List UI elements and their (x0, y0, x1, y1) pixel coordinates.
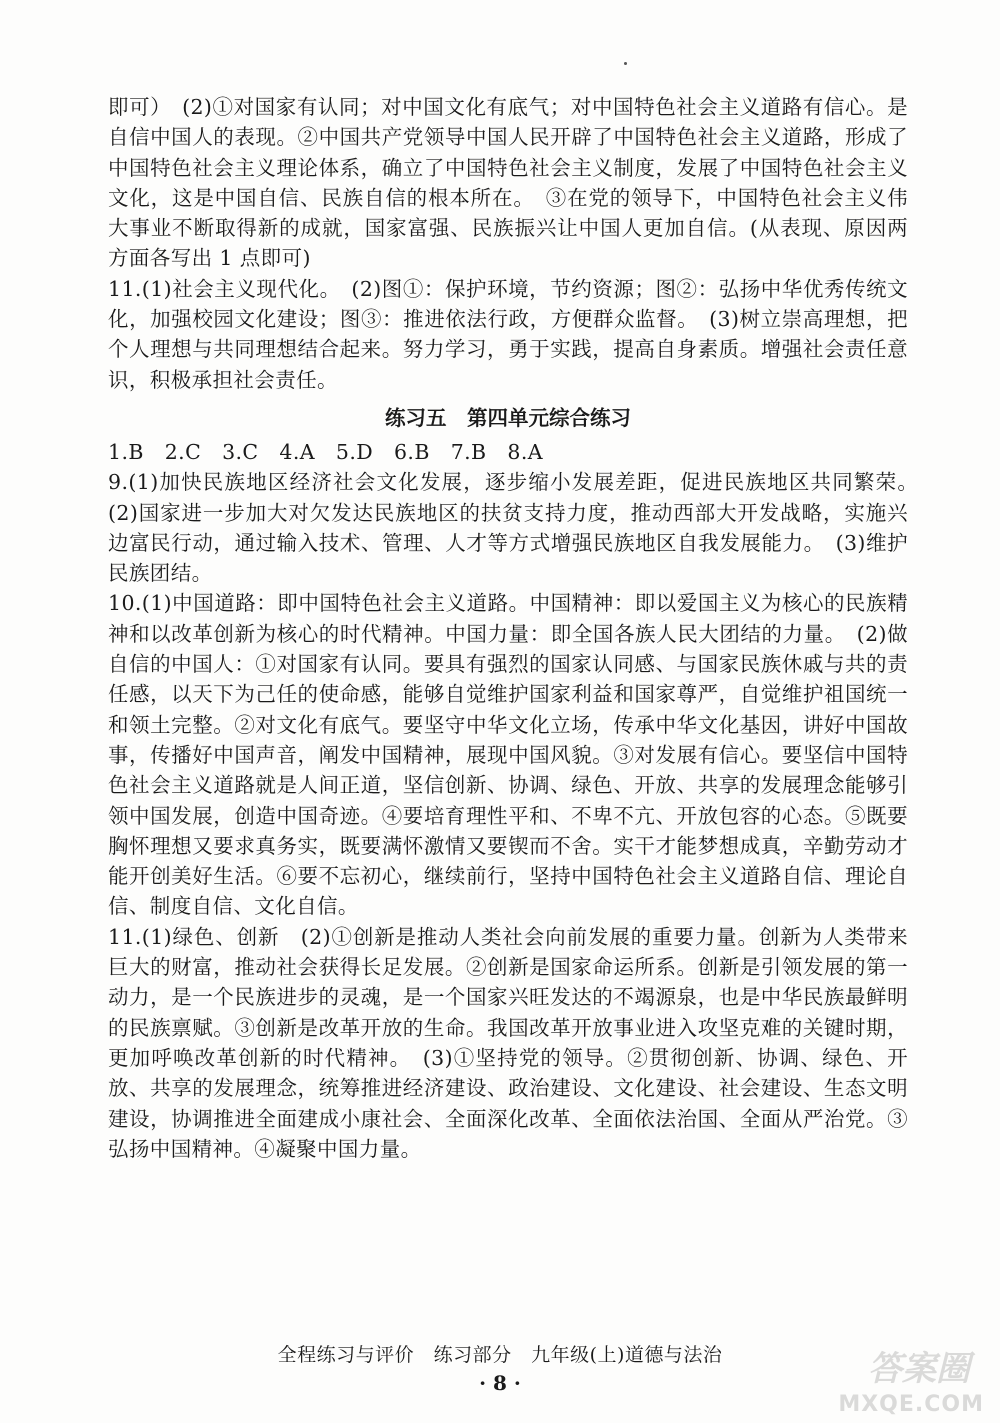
page-number: · 8 · (479, 1371, 521, 1395)
answer-paragraph-10: 10.(1)中国道路：即中国特色社会主义道路。中国精神：即以爱国主义为核心的民族精神和以改革创新为核心的时代精神。中国力量：即全国各族人民大团结的力量。 (2)做自信的中国人：①对国家有认同。要具有强烈的国家认同感、与国家民族休戚与共的责任感，以天下为己任的使命感，能够自觉维护国家利益和国家尊严，自觉维护祖国统一和领土完整。②对文化有底气。要坚守中华文化立场，传承中华文化基因，讲好中国故事，传播好中国声音，阐发中国精神，展现中国风貌。③对发展有信心。要坚信中国特色社会主义道路就是人间正道，坚信创新、协调、绿色、开放、共享的发展理念能够引领中国发展，创造中国奇迹。④要培育理性平和、不卑不亢、开放包容的心态。⑤既要胸怀理想又要求真务实，既要满怀激情又要锲而不舍。实干才能梦想成真，辛勤劳动才能开创美好生活。⑥要不忘初心，继续前行，坚持中国特色社会主义道路自信、理论自信、制度自信、文化自信。 (108, 591, 908, 919)
watermark-logo (840, 1337, 990, 1417)
watermark-logo-text: 答案圈 (868, 1349, 970, 1389)
scan-speck (624, 62, 627, 65)
answer-paragraph-11: 11.(1)社会主义现代化。 (2)图①：保护环境，节约资源；图②：弘扬中华优秀传统文化，加强校园文化建设；图③：推进依法行政，方便群众监督。 (3)树立崇高理想，把个人理想与共同理想结合起来。努力学习，勇于实践，提高自身素质。增强社会责任意识，积极承担社会责任。 (108, 276, 908, 392)
multiple-choice-answers: 1.B 2.C 3.C 4.A 5.D 6.B 7.B 8.A (108, 439, 543, 464)
answer-content (108, 92, 929, 1164)
answer-paragraph-9: 9.(1)加快民族地区经济社会文化发展，逐步缩小发展差距，促进民族地区共同繁荣。 (2)国家进一步加大对欠发达民族地区的扶贫支持力度，推动西部大开发战略，实施兴边富民行动，通过输入技术、管理、人才等方式增强民族地区自我发展能力。 (3)维护民族团结。 (108, 470, 929, 586)
footer-book-title: 全程练习与评价 练习部分 九年级(上)道德与法治 (277, 1344, 723, 1366)
section-title: 练习五 第四单元综合练习 (385, 405, 631, 430)
watermark-site-text: MXQE.COM (838, 1392, 984, 1417)
answer-paragraph-11b: 11.(1)绿色、创新 (2)①创新是推动人类社会向前发展的重要力量。创新为人类带来巨大的财富，推动社会获得长足发展。②创新是国家命运所系。创新是引领发展的第一动力，是一个民族进步的灵魂，是一个国家兴旺发达的不竭源泉，也是中华民族最鲜明的民族禀赋。③创新是改革开放的生命。我国改革开放事业进入攻坚克难的关键时期，更加呼唤改革创新的时代精神。 (3)①坚持党的领导。②贯彻创新、协调、绿色、开放、共享的发展理念，统筹推进经济建设、政治建设、文化建设、社会建设、生态文明建设，协调推进全面建成小康社会、全面深化改革、全面依法治国、全面从严治党。③弘扬中国精神。④凝聚中国力量。 (108, 924, 908, 1161)
answer-paragraph-10-continued: 即可） (2)①对国家有认同；对中国文化有底气；对中国特色社会主义道路有信心。是自信中国人的表现。②中国共产党领导中国人民开辟了中国特色社会主义道路，形成了中国特色社会主义理论体系，确立了中国特色社会主义制度，发展了中国特色社会主义文化，这是中国自信、民族自信的根本所在。 ③在党的领导下，中国特色社会主义伟大事业不断取得新的成就，国家富强、民族振兴让中国人更加自信。(从表现、原因两方面各写出 1 点即可) (108, 95, 908, 271)
